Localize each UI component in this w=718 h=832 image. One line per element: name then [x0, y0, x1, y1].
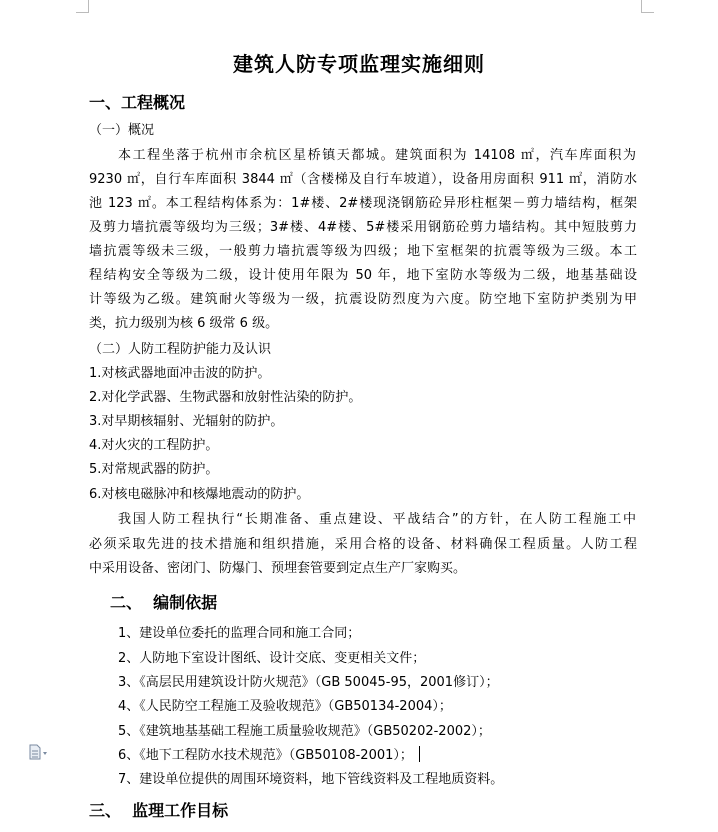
para1-line: 程结构安全等级为二级，设计使用年限为 50 年，地下室防水等级为二级，地基基础设: [89, 268, 637, 283]
list-item: 2.对化学武器、生物武器和放射性沾染的防护。: [89, 390, 362, 405]
para2-line: 必须采取先进的技术措施和组织措施，采用合格的设备、材料确保工程质量。人防工程: [89, 537, 637, 552]
list-item: 4.对火灾的工程防护。: [89, 438, 219, 453]
para1-line: 及剪力墙抗震等级均为三级；3#楼、4#楼、5#楼采用钢筋砼剪力墙结构。其中短肢剪力: [89, 220, 637, 235]
para1-line: 计等级为乙级。建筑耐火等级为一级，抗震设防烈度为六度。防空地下室防护类别为甲: [89, 292, 637, 307]
basis-item: 3、《高层民用建筑设计防火规范》（GB 50045-95，2001修订）；: [118, 675, 499, 690]
para1-line: 9230 ㎡，自行车库面积 3844 ㎡（含楼梯及自行车坡道），设备用房面积 911 ㎡，消防水: [89, 172, 637, 187]
document-title: 建筑人防专项监理实施细则: [233, 52, 485, 76]
basis-item: 5、《建筑地基基础工程施工质量验收规范》（GB50202-2002）；: [118, 724, 491, 739]
list-item: 6.对核电磁脉冲和核爆地震动的防护。: [89, 487, 310, 502]
list-item: 1.对核武器地面冲击波的防护。: [89, 366, 271, 381]
para1-line: 池 123 ㎡。本工程结构体系为：1#楼、2#楼现浇钢筋砼异形柱框架－剪力墙结构，框架: [89, 196, 637, 211]
para2-line: 我国人防工程执行“长期准备、重点建设、平战结合”的方针，在人防工程施工中: [118, 512, 636, 527]
section1-sub2: （二）人防工程防护能力及认识: [89, 342, 272, 357]
basis-item: 4、《人民防空工程施工及验收规范》（GB50134-2004）；: [118, 699, 452, 714]
basis-item-with-cursor[interactable]: [118, 744, 420, 763]
para1-line: 类，抗力级别为核 6 级常 6 级。: [89, 316, 279, 331]
para1-line: 墙抗震等级未三级，一般剪力墙抗震等级为四级；地下室框架的抗震等级为三级。本工: [89, 244, 637, 259]
section3-heading: 三、 监理工作目标: [89, 801, 229, 820]
list-item: 5.对常规武器的防护。: [89, 462, 219, 477]
list-item: 3.对早期核辐射、光辐射的防护。: [89, 414, 284, 429]
section2-heading: 二、 编制依据: [110, 593, 218, 612]
text-cursor: [419, 746, 420, 762]
basis-item-text: 6、《地下工程防水技术规范》（GB50108-2001）；: [118, 748, 413, 763]
document-options-icon[interactable]: [28, 744, 50, 760]
para1-line: 本工程坐落于杭州市余杭区星桥镇天都城。建筑面积为 14108 ㎡，汽车库面积为: [118, 148, 636, 163]
basis-item: 7、建设单位提供的周围环境资料，地下管线资料及工程地质资料。: [118, 772, 504, 787]
para2-line: 中采用设备、密闭门、防爆门、预埋套管要到定点生产厂家购买。: [89, 561, 467, 576]
section1-heading: 一、工程概况: [89, 93, 186, 112]
margin-corner-top-right: [641, 0, 654, 13]
section1-sub1: （一）概况: [89, 123, 155, 138]
basis-item: 1、建设单位委托的监理合同和施工合同；: [118, 626, 361, 641]
basis-item: 2、人防地下室设计图纸、设计交底、变更相关文件；: [118, 651, 426, 666]
margin-corner-top-left: [76, 0, 89, 13]
